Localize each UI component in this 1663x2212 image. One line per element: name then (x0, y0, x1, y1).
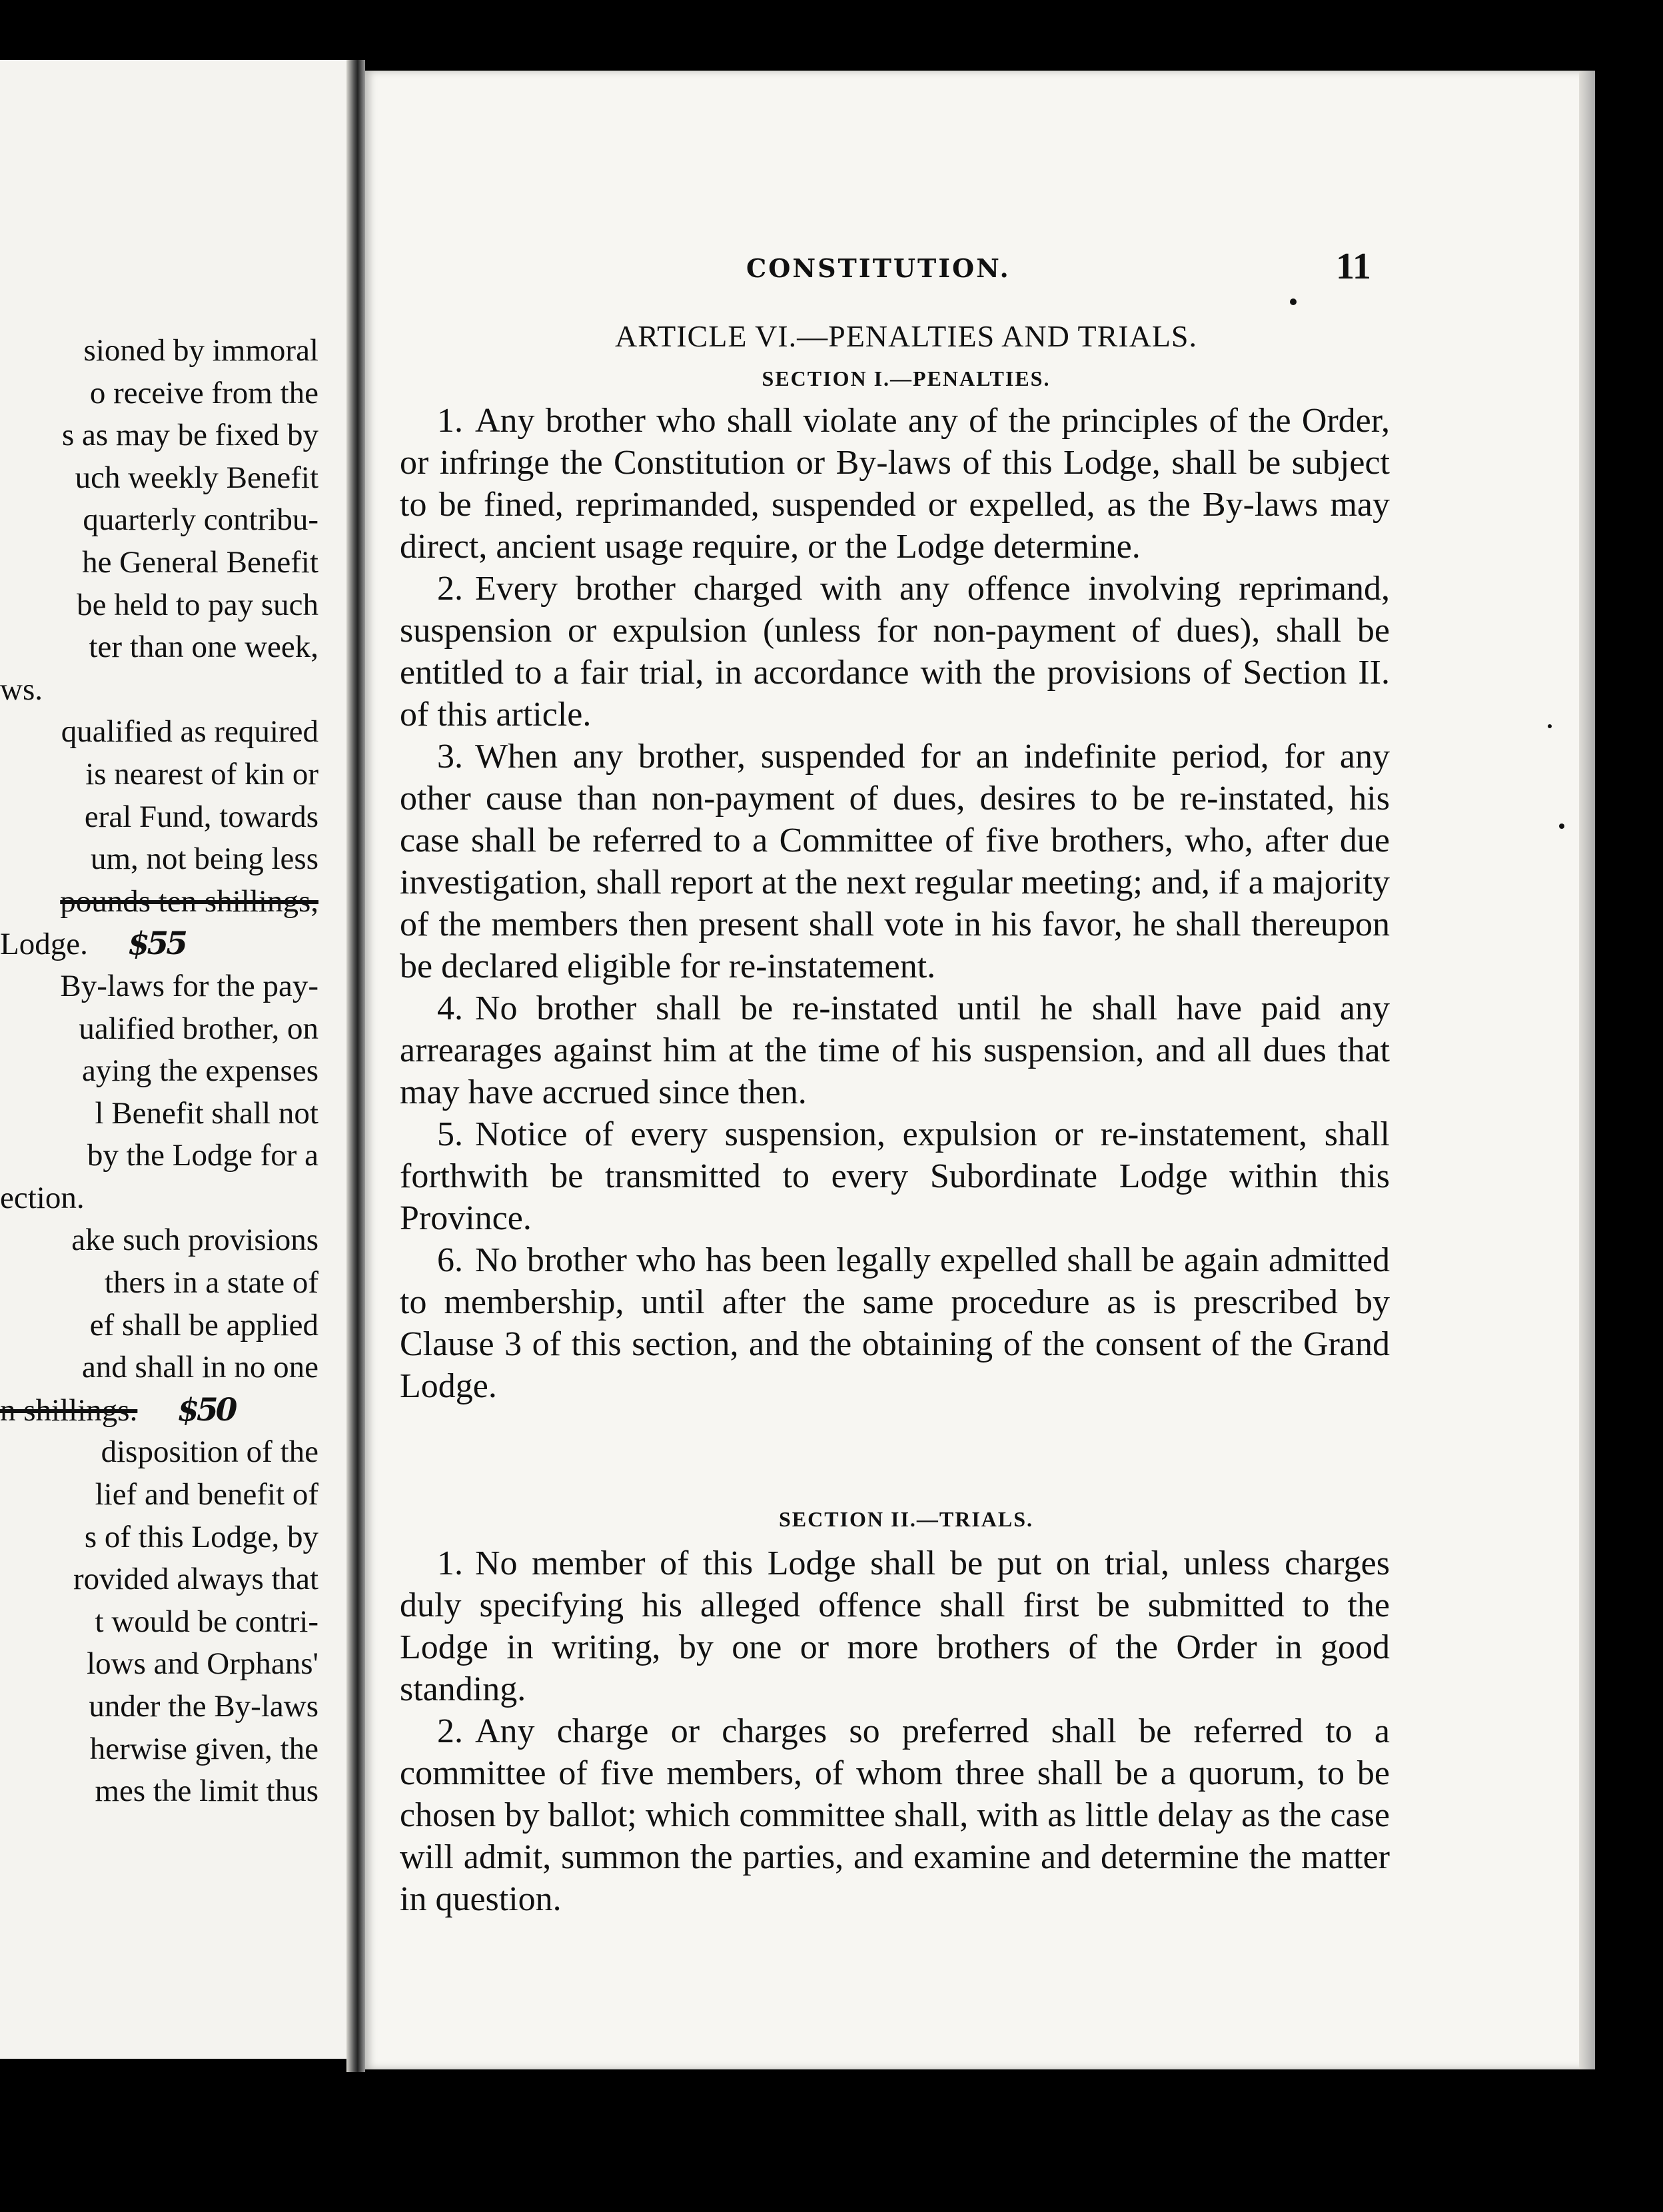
clause-number: 2. (437, 1712, 463, 1750)
clause-text: Any brother who shall violate any of the principles of the Order, or infringe the Constitution or By-laws of this Lodge, shall be subject to be fined, reprimanded, suspended or expelled, as the By-laws may direct, ancient usage require, or the Lodge determine. (400, 402, 1390, 566)
running-header: CONSTITUTION. (746, 253, 1011, 283)
clause-text: Notice of every suspension, expulsion or re-instatement, shall forthwith be transmitted to every Subordinate Lodge within this Province. (400, 1115, 1390, 1237)
left-line: t would be contri- (95, 1604, 318, 1639)
page-edge (1579, 71, 1595, 2069)
handwritten-amount: $55 (127, 925, 185, 963)
page-number: 11 (1336, 246, 1371, 287)
left-line (0, 923, 318, 965)
ink-speck (1559, 824, 1564, 829)
left-line: By-laws for the pay- (60, 968, 318, 1003)
clause-text: When any brother, suspended for an indefinite period, for any other cause than non-payment of dues, desires to be re-instated, his case shall be referred to a Committee of five brothers, who, after due investigation, shall report at the next regular meeting; and, if a majority of the members then present shall vote in his favor, he shall thereupon be declared eligible for re-instatement. (400, 738, 1390, 985)
left-line: ws. (0, 672, 43, 707)
left-page-text (0, 330, 318, 1813)
left-line: um, not being less (90, 841, 318, 877)
left-line: mes the limit thus (95, 1774, 318, 1809)
clause-text: No brother shall be re-instated until he shall have paid any arrearages against him at the time of his suspension, and all dues that may have accrued since then. (400, 989, 1390, 1111)
left-line: aying the expenses (81, 1053, 318, 1089)
clause-number: 3. (437, 738, 463, 776)
ink-speck (1548, 724, 1552, 728)
left-line: ake such provisions (71, 1223, 318, 1258)
clause (400, 736, 1390, 987)
clause (400, 1542, 1390, 1710)
clause-number: 1. (437, 402, 463, 440)
left-line: by the Lodge for a (87, 1138, 318, 1173)
clause-text: No member of this Lodge shall be put on trial, unless charges duly specifying his alleged offence shall first be submitted to the Lodge in writing, by one or more brothers of the Order in good standing. (400, 1544, 1390, 1708)
clause-text: Every brother charged with any offence involving reprimand, suspension or expulsion (unless for non-payment of dues), shall be entitled to a fair trial, in accordance with the provisions of Section II. of this article. (400, 570, 1390, 734)
clause (400, 1710, 1390, 1920)
left-line: disposition of the (101, 1434, 318, 1470)
left-line: o receive from the (89, 375, 318, 410)
clause-text: No brother who has been legally expelled shall be again admitted to membership, until after the same procedure as is prescribed by Clause 3 of this section, and the obtaining of the consent of the Grand Lodge. (400, 1241, 1390, 1405)
left-line: he General Benefit (82, 544, 318, 580)
left-line: eral Fund, towards (84, 799, 318, 834)
left-line: lief and benefit of (95, 1477, 318, 1512)
left-line-text: Lodge. (0, 927, 88, 962)
section-title: SECTION II.—TRIALS. (778, 1507, 1034, 1531)
left-line: s as may be fixed by (61, 418, 318, 453)
section-title: SECTION I.—PENALTIES. (762, 366, 1051, 390)
article-title: ARTICLE VI.—PENALTIES AND TRIALS. (614, 319, 1198, 353)
clause (400, 400, 1390, 568)
handwritten-amount: $50 (177, 1391, 235, 1428)
clause (400, 568, 1390, 736)
clause (400, 1239, 1390, 1407)
left-line: ualified brother, on (79, 1011, 318, 1046)
left-line (0, 1389, 318, 1432)
left-line: uch weekly Benefit (75, 460, 318, 495)
left-line: herwise given, the (89, 1731, 318, 1766)
clause-number: 1. (437, 1544, 463, 1582)
left-line: quarterly contribu- (83, 502, 318, 538)
left-line: thers in a state of (104, 1265, 318, 1301)
left-line: is nearest of kin or (85, 756, 318, 792)
clause (400, 987, 1390, 1113)
left-line: ter than one week, (89, 630, 318, 665)
clause (400, 1113, 1390, 1239)
book-gutter (346, 60, 365, 2072)
left-line: and shall in no one (81, 1350, 318, 1385)
left-line: ef shall be applied (89, 1307, 318, 1343)
left-line: sioned by immoral (83, 333, 318, 368)
left-line: rovided always that (73, 1562, 318, 1597)
left-line: pounds ten shillings, (60, 883, 318, 919)
left-line: be held to pay such (77, 587, 318, 622)
clause-number: 6. (437, 1241, 463, 1279)
left-line: ection. (0, 1180, 85, 1215)
clause-number: 5. (437, 1115, 463, 1153)
clause-text: Any charge or charges so preferred shall be referred to a committee of five members, of whom three shall be a quorum, to be chosen by ballot; which committee shall, with as little delay as the case will admit, summon the parties, and examine and determine the matter in question. (400, 1712, 1390, 1918)
left-line: under the By-laws (89, 1689, 318, 1724)
left-line: qualified as required (61, 714, 318, 750)
section-1-body (400, 400, 1390, 1407)
clause-number: 2. (437, 570, 463, 608)
left-line: s of this Lodge, by (84, 1519, 318, 1554)
left-line: lows and Orphans' (87, 1646, 318, 1682)
section-2-body (400, 1542, 1390, 1920)
left-line: l Benefit shall not (95, 1095, 318, 1131)
ink-speck (1290, 298, 1297, 305)
left-line-text: n shillings. (0, 1392, 138, 1428)
clause-number: 4. (437, 989, 463, 1027)
